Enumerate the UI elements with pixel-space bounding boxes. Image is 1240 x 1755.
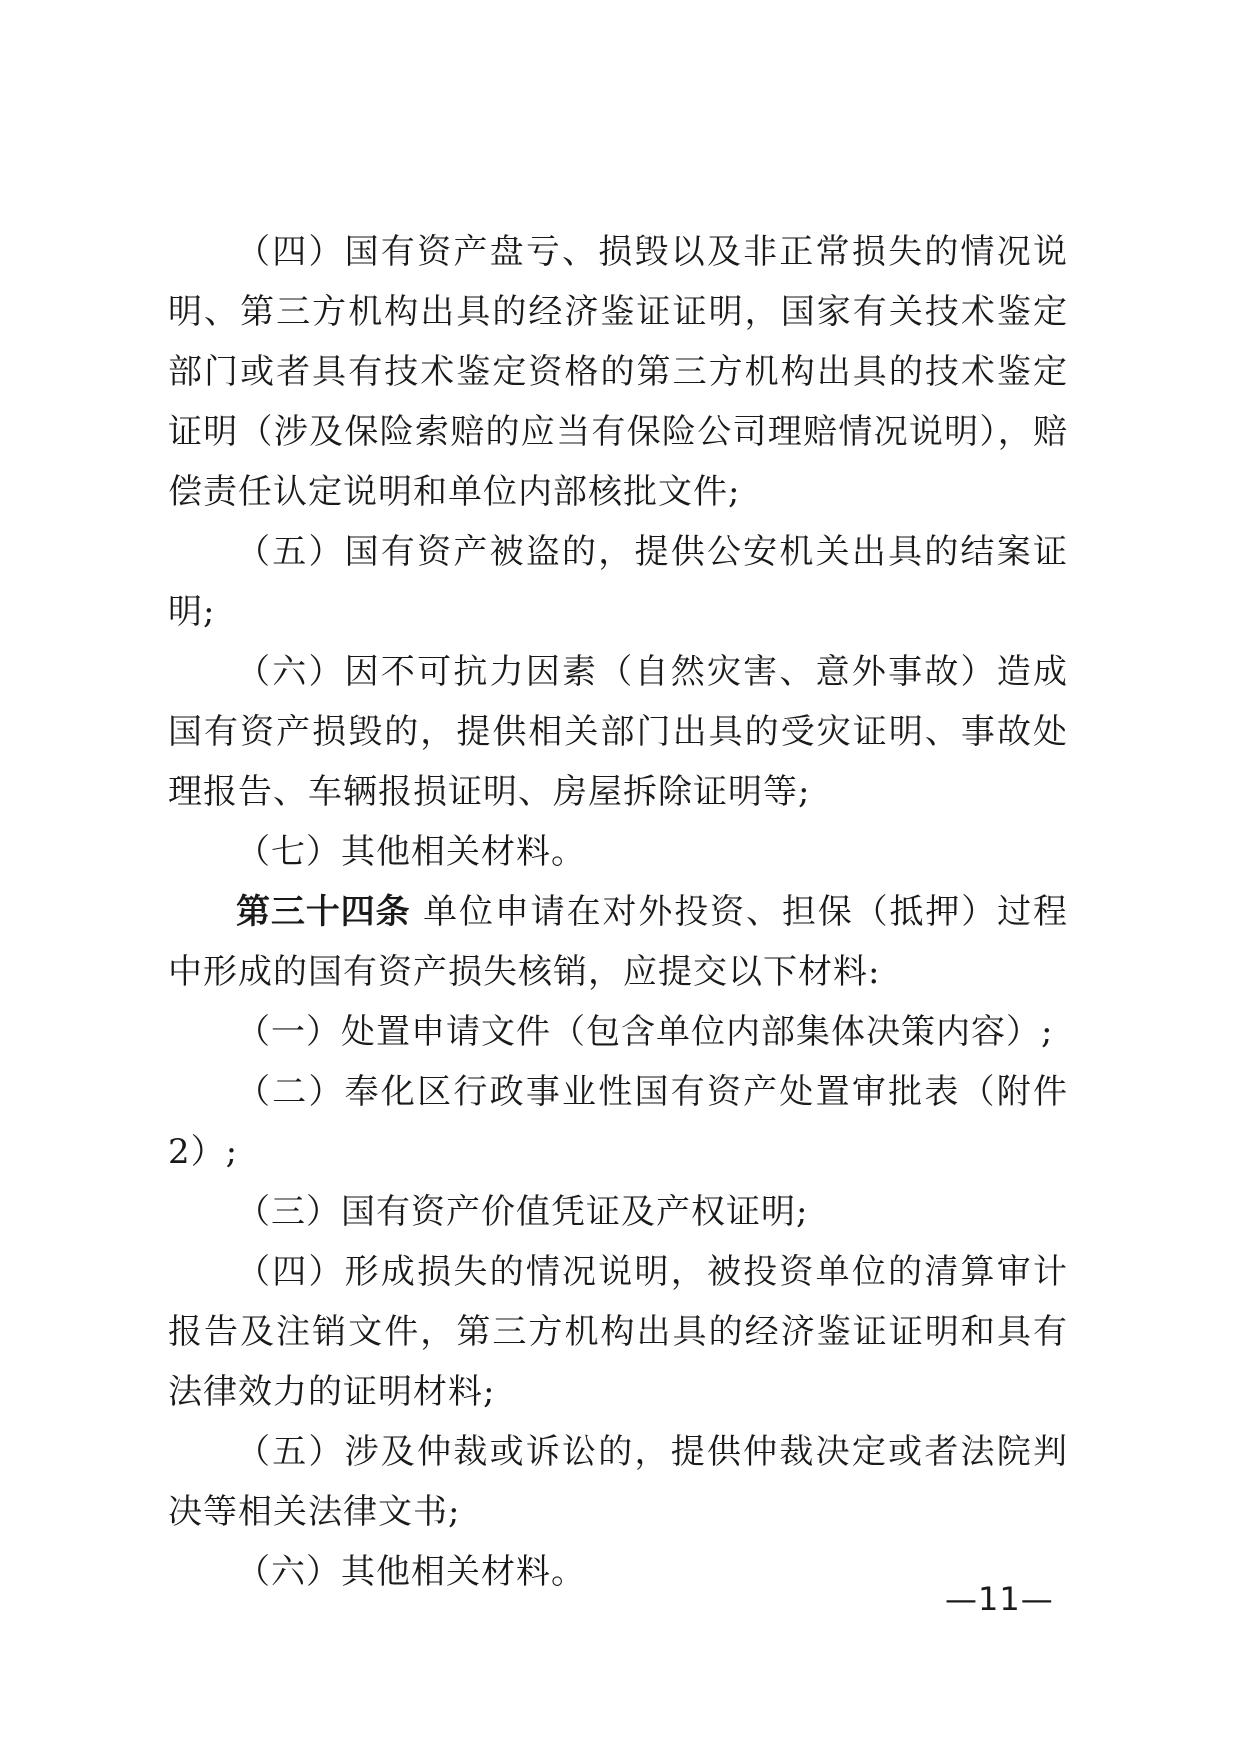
paragraph-item-6-force-majeure: （六）因不可抗力因素（自然灾害、意外事故）造成国有资产损毁的，提供相关部门出具的受灾证明、事故处理报告、车辆报损证明、房屋拆除证明等; — [168, 652, 1068, 812]
paragraph-item-1-application: （一）处置申请文件（包含单位内部集体决策内容）; — [236, 1012, 1054, 1052]
article-34-text: 单位申请在对外投资、担保（抵押）过程中形成的国有资产损失核销，应提交以下材料: — [168, 892, 1068, 992]
paragraph-item-4-damage: （四）国有资产盘亏、损毁以及非正常损失的情况说明、第三方机构出具的经济鉴证证明，国家有关技术鉴定部门或者具有技术鉴定资格的第三方机构出具的技术鉴定证明（涉及保险索赔的应当有保险公司理赔情况说明），赔偿责任认定说明和单位内部核批文件; — [168, 232, 1068, 512]
paragraph-item-2-approval-form: （二）奉化区行政事业性国有资产处置审批表（附件 2）; — [168, 1072, 1068, 1172]
article-34-paragraph — [168, 882, 1068, 1002]
paragraph-item-3-value-proof: （三）国有资产价值凭证及产权证明; — [236, 1192, 809, 1232]
article-34-title: 第三十四条 — [236, 892, 411, 932]
page-number: —11— — [945, 1580, 1054, 1618]
paragraph-item-4-loss-explanation: （四）形成损失的情况说明，被投资单位的清算审计报告及注销文件，第三方机构出具的经济鉴证证明和具有法律效力的证明材料; — [168, 1252, 1068, 1412]
document-body — [168, 222, 1068, 1602]
paragraph-item-7-other: （七）其他相关材料。 — [236, 832, 586, 872]
paragraph-item-5-theft: （五）国有资产被盗的，提供公安机关出具的结案证明; — [168, 532, 1068, 632]
paragraph-item-5-arbitration: （五）涉及仲裁或诉讼的，提供仲裁决定或者法院判决等相关法律文书; — [168, 1432, 1068, 1532]
paragraph-item-6-other: （六）其他相关材料。 — [236, 1552, 586, 1592]
